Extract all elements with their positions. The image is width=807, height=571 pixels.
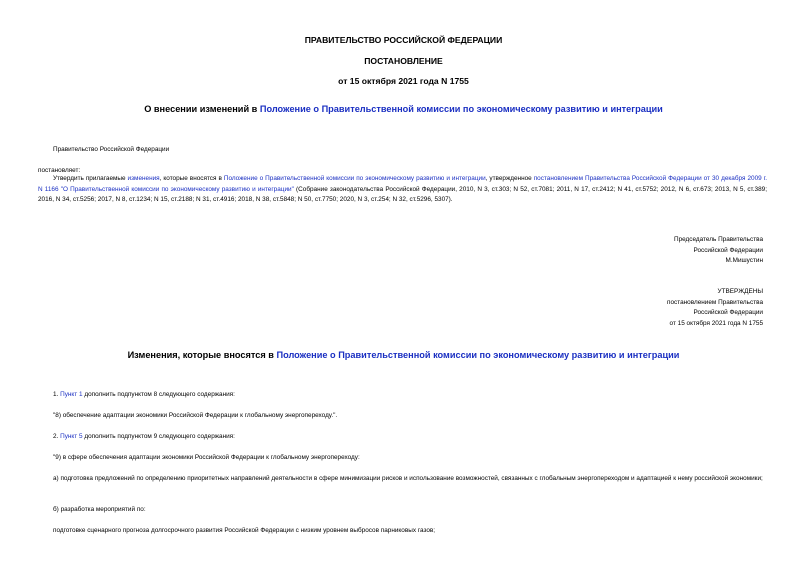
decides-text: постановляет: [38, 167, 81, 174]
subitem-b-1: подготовке сценарного прогноза долгосрочного развития Российской Федерации с низким уровнем выбросов парниковых газов; [53, 527, 436, 534]
government-heading: ПРАВИТЕЛЬСТВО РОССИЙСКОЙ ФЕДЕРАЦИИ [304, 35, 503, 45]
signature-block [674, 235, 763, 267]
approval-block [667, 287, 763, 330]
item-2-link[interactable]: Пункт 5 [60, 433, 83, 440]
preamble-paragraph [38, 174, 767, 206]
item-1-quote: "8) обеспечение адаптации экономики Российской Федерации к глобальному энергопереходу.". [53, 412, 338, 419]
approval-line-2: постановлением Правительства [667, 298, 763, 306]
preamble-text-c: , утвержденное [485, 175, 534, 182]
document-date-number: от 15 октября 2021 года N 1755 [338, 76, 469, 86]
changes-link[interactable]: изменения [127, 175, 160, 182]
preamble-text-b: , которые вносятся в [159, 175, 224, 182]
signature-title: Председатель Правительства [674, 236, 763, 243]
item-1-link[interactable]: Пункт 1 [60, 391, 83, 398]
item-2-quote: "9) в сфере обеспечения адаптации экономики Российской Федерации к глобальному энергопереходу: [53, 454, 360, 461]
signature-org: Российской Федерации [693, 246, 763, 254]
signature-name: М.Мишустин [725, 257, 763, 265]
item-2-text: дополнить подпунктом 9 следующего содержания: [82, 433, 235, 440]
item-1-text: дополнить подпунктом 8 следующего содержания: [82, 391, 235, 398]
item-2-number: 2. [53, 433, 61, 440]
changes-title-prefix: Изменения, которые вносятся в [127, 350, 277, 360]
document-type-heading: ПОСТАНОВЛЕНИЕ [364, 56, 443, 66]
subitem-a: а) подготовка предложений по определению приоритетных направлений деятельности в сфере минимизации рисков и использование возможностей, связанных с глобальным энергопереходом и адаптацией к нему российской экономики; [53, 475, 763, 482]
regulation-link-2[interactable]: Положение о Правительственной комиссии по экономическому развитию и интеграции [223, 175, 486, 182]
changes-title [0, 350, 807, 360]
subitem-b: б) разработка мероприятий по: [53, 506, 146, 513]
approval-heading: УТВЕРЖДЕНЫ [717, 288, 763, 295]
item-2 [53, 432, 767, 443]
document-title [0, 104, 807, 114]
approval-line-3: Российской Федерации [693, 309, 763, 317]
item-1-number: 1. [53, 391, 61, 398]
resolution-1166-link[interactable]: постановлением Правительства Российской Федерации от 30 декабря 2009 г. N 1166 "О Правительственной комиссии по экономическому развитию и интеграции" [38, 175, 768, 193]
regulation-link[interactable]: Положение о Правительственной комиссии по экономическому развитию и интеграции [259, 104, 663, 114]
preamble-text-d: (Собрание законодательства Российской Федерации, 2010, N 3, ст.303; N 52, ст.7081; 2011, N 17, ст.2412; N 41, ст.5752; 2012, N 6, ст.673; 2013, N 5, ст.389; 2016, N 34, ст.5256; 2017, N 8, ст.1234; N 15, ст.2188; N 31, ст.4916; 2018, N 38, ст.5848; N 50, ст.7750; 2020, N 3, ст.254; N 32, ст.5296, 5307). [38, 185, 767, 204]
changes-regulation-link[interactable]: Положение о Правительственной комиссии по экономическому развитию и интеграции [276, 350, 680, 360]
issuer-text: Правительство Российской Федерации [53, 146, 170, 153]
item-1 [53, 390, 767, 401]
preamble-text-a: Утвердить прилагаемые [53, 175, 128, 182]
document-title-prefix: О внесении изменений в [144, 104, 260, 114]
approval-line-4: от 15 октября 2021 года N 1755 [669, 320, 763, 328]
